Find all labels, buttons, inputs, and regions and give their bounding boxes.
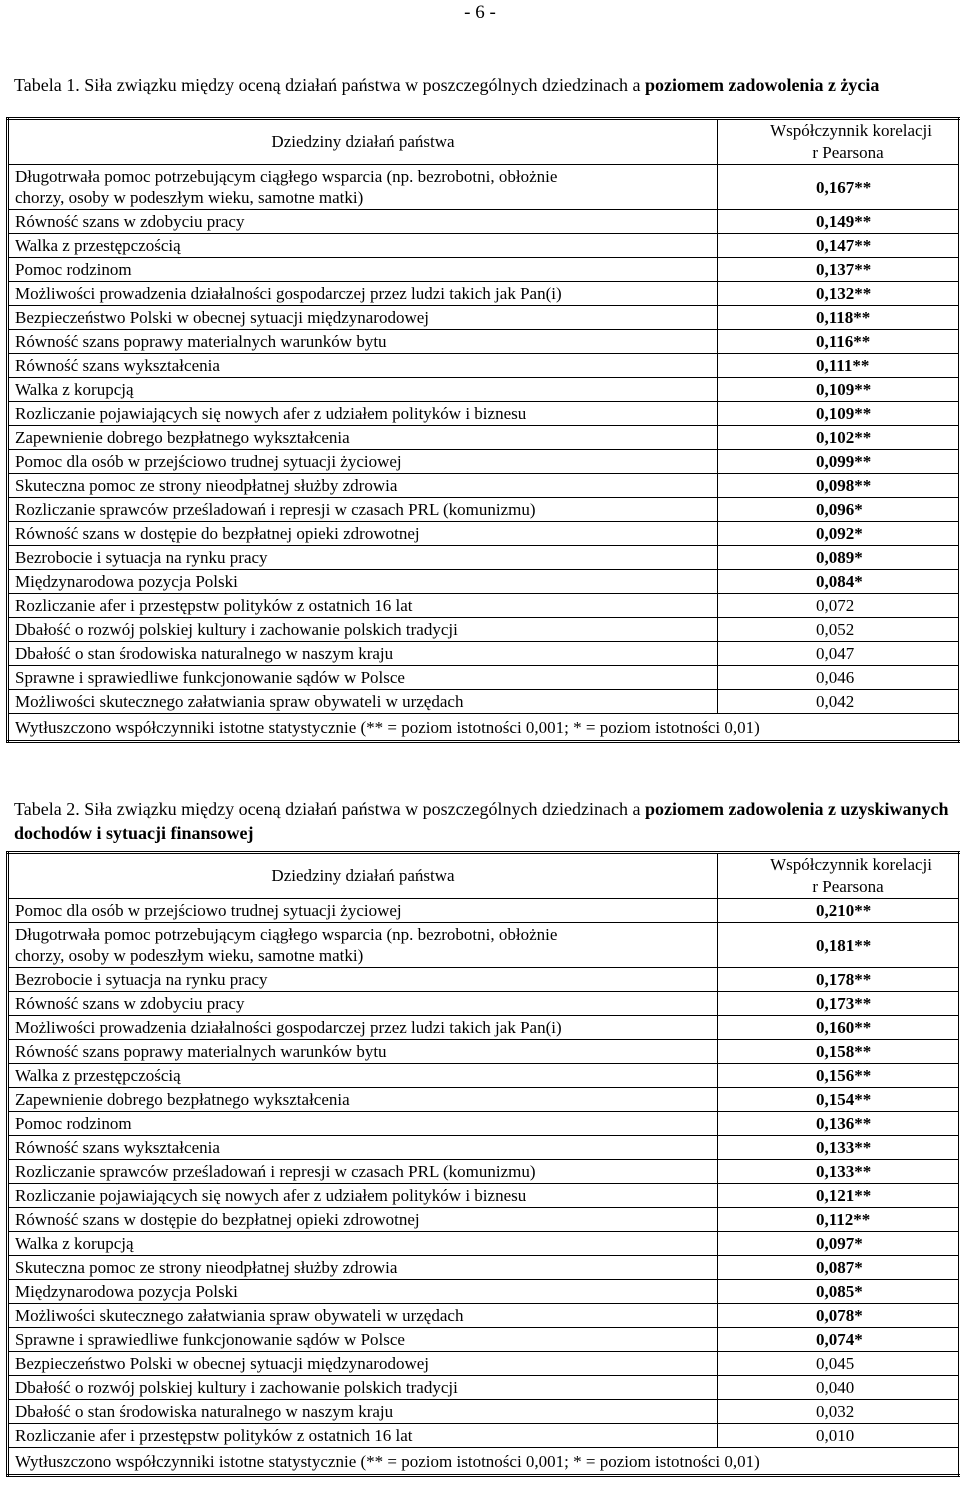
domain-cell: Bezrobocie i sytuacja na rynku pracy xyxy=(8,968,718,992)
table-row xyxy=(8,474,960,498)
table1 xyxy=(6,117,960,743)
coefficient-cell: 0,210** xyxy=(718,899,960,923)
domain-cell: Walka z korupcją xyxy=(8,1232,718,1256)
coefficient-cell: 0,112** xyxy=(718,1208,960,1232)
coefficient-cell: 0,085* xyxy=(718,1280,960,1304)
coefficient-cell: 0,078* xyxy=(718,1304,960,1328)
domain-label-line1: Długotrwała pomoc potrzebującym ciągłego wsparcia (np. bezrobotni, obłożnie xyxy=(15,925,558,944)
domain-cell: Międzynarodowa pozycja Polski xyxy=(8,570,718,594)
domain-cell: Bezpieczeństwo Polski w obecnej sytuacji międzynarodowej xyxy=(8,306,718,330)
header-row xyxy=(8,853,960,899)
header-coefficient-line1: Współczynnik korelacji xyxy=(770,121,932,140)
domain-cell: Międzynarodowa pozycja Polski xyxy=(8,1280,718,1304)
coefficient-cell: 0,098** xyxy=(718,474,960,498)
table-row xyxy=(8,330,960,354)
header-coefficient xyxy=(718,853,960,899)
coefficient-cell: 0,160** xyxy=(718,1016,960,1040)
coefficient-cell: 0,099** xyxy=(718,450,960,474)
domain-cell: Dbałość o stan środowiska naturalnego w naszym kraju xyxy=(8,1400,718,1424)
coefficient-cell: 0,045 xyxy=(718,1352,960,1376)
domain-cell: Rozliczanie sprawców prześladowań i represji w czasach PRL (komunizmu) xyxy=(8,1160,718,1184)
domain-label-line2: chorzy, osoby w podeszłym wieku, samotne matki) xyxy=(15,188,364,207)
coefficient-cell: 0,072 xyxy=(718,594,960,618)
domain-cell: Równość szans wykształcenia xyxy=(8,354,718,378)
domain-cell: Równość szans w zdobyciu pracy xyxy=(8,992,718,1016)
coefficient-cell: 0,167** xyxy=(718,165,960,210)
coefficient-cell: 0,084* xyxy=(718,570,960,594)
table-row xyxy=(8,899,960,923)
coefficient-cell: 0,147** xyxy=(718,234,960,258)
table2-caption-emphasis: poziomem zadowolenia z uzyskiwanych dochodów i sytuacji finansowej xyxy=(14,799,949,843)
note-row xyxy=(8,1448,960,1476)
table-row xyxy=(8,666,960,690)
domain-cell: Bezpieczeństwo Polski w obecnej sytuacji międzynarodowej xyxy=(8,1352,718,1376)
coefficient-cell: 0,118** xyxy=(718,306,960,330)
domain-cell: Walka z przestępczością xyxy=(8,234,718,258)
table-row xyxy=(8,690,960,714)
coefficient-cell: 0,181** xyxy=(718,923,960,968)
domain-label-line1: Długotrwała pomoc potrzebującym ciągłego wsparcia (np. bezrobotni, obłożnie xyxy=(15,167,558,186)
table2-caption xyxy=(14,797,949,845)
coefficient-cell: 0,010 xyxy=(718,1424,960,1448)
table2-caption-text: Tabela 2. Siła związku między oceną działań państwa w poszczególnych dziedzinach a xyxy=(14,799,645,819)
header-coefficient-line1: Współczynnik korelacji xyxy=(770,855,932,874)
significance-note: Wytłuszczono współczynniki istotne statystycznie (** = poziom istotności 0,001; * = poziom istotności 0,01) xyxy=(8,714,960,742)
table1-caption xyxy=(14,73,949,97)
coefficient-cell: 0,116** xyxy=(718,330,960,354)
header-coefficient-line2: r Pearsona xyxy=(812,877,884,896)
domain-cell xyxy=(8,165,718,210)
domain-cell: Walka z korupcją xyxy=(8,378,718,402)
coefficient-cell: 0,149** xyxy=(718,210,960,234)
domain-cell: Możliwości prowadzenia działalności gospodarczej przez ludzi takich jak Pan(i) xyxy=(8,1016,718,1040)
coefficient-cell: 0,173** xyxy=(718,992,960,1016)
note-row xyxy=(8,714,960,742)
coefficient-cell: 0,156** xyxy=(718,1064,960,1088)
table-row xyxy=(8,1424,960,1448)
coefficient-cell: 0,109** xyxy=(718,402,960,426)
domain-cell: Możliwości skutecznego załatwiania spraw obywateli w urzędach xyxy=(8,690,718,714)
coefficient-cell: 0,136** xyxy=(718,1112,960,1136)
table-row xyxy=(8,992,960,1016)
coefficient-cell: 0,096* xyxy=(718,498,960,522)
table-row xyxy=(8,546,960,570)
table-row xyxy=(8,258,960,282)
domain-cell: Bezrobocie i sytuacja na rynku pracy xyxy=(8,546,718,570)
coefficient-cell: 0,133** xyxy=(718,1136,960,1160)
coefficient-cell: 0,089* xyxy=(718,546,960,570)
table-row xyxy=(8,1256,960,1280)
domain-cell: Sprawne i sprawiedliwe funkcjonowanie sądów w Polsce xyxy=(8,666,718,690)
table-row xyxy=(8,1280,960,1304)
coefficient-cell: 0,042 xyxy=(718,690,960,714)
table1-caption-text: Tabela 1. Siła związku między oceną działań państwa w poszczególnych dziedzinach a xyxy=(14,75,645,95)
domain-cell: Pomoc rodzinom xyxy=(8,258,718,282)
table-row xyxy=(8,594,960,618)
domain-cell: Pomoc rodzinom xyxy=(8,1112,718,1136)
domain-cell: Skuteczna pomoc ze strony nieodpłatnej służby zdrowia xyxy=(8,1256,718,1280)
coefficient-cell: 0,121** xyxy=(718,1184,960,1208)
table2-body xyxy=(8,853,960,1476)
domain-cell: Rozliczanie pojawiających się nowych afer z udziałem polityków i biznesu xyxy=(8,1184,718,1208)
domain-cell: Dbałość o rozwój polskiej kultury i zachowanie polskich tradycji xyxy=(8,1376,718,1400)
table-row xyxy=(8,234,960,258)
coefficient-cell: 0,132** xyxy=(718,282,960,306)
table-row xyxy=(8,165,960,210)
table-row xyxy=(8,426,960,450)
coefficient-cell: 0,102** xyxy=(718,426,960,450)
table-row xyxy=(8,282,960,306)
coefficient-cell: 0,052 xyxy=(718,618,960,642)
table-row xyxy=(8,618,960,642)
table-row xyxy=(8,1232,960,1256)
table1-caption-emphasis: poziomem zadowolenia z życia xyxy=(644,75,880,95)
coefficient-cell: 0,158** xyxy=(718,1040,960,1064)
domain-cell: Możliwości skutecznego załatwiania spraw obywateli w urzędach xyxy=(8,1304,718,1328)
coefficient-cell: 0,046 xyxy=(718,666,960,690)
coefficient-cell: 0,178** xyxy=(718,968,960,992)
domain-cell: Równość szans poprawy materialnych warunków bytu xyxy=(8,1040,718,1064)
table-row xyxy=(8,306,960,330)
header-row xyxy=(8,119,960,165)
table-row xyxy=(8,354,960,378)
significance-note: Wytłuszczono współczynniki istotne statystycznie (** = poziom istotności 0,001; * = poziom istotności 0,01) xyxy=(8,1448,960,1476)
table-row xyxy=(8,1352,960,1376)
header-domains: Dziedziny działań państwa xyxy=(8,119,718,165)
domain-cell: Rozliczanie afer i przestępstw polityków z ostatnich 16 lat xyxy=(8,594,718,618)
table-row xyxy=(8,570,960,594)
table-row xyxy=(8,1112,960,1136)
domain-cell: Pomoc dla osób w przejściowo trudnej sytuacji życiowej xyxy=(8,450,718,474)
domain-cell: Możliwości prowadzenia działalności gospodarczej przez ludzi takich jak Pan(i) xyxy=(8,282,718,306)
coefficient-cell: 0,087* xyxy=(718,1256,960,1280)
domain-cell: Zapewnienie dobrego bezpłatnego wykształcenia xyxy=(8,426,718,450)
domain-cell: Rozliczanie pojawiających się nowych afer z udziałem polityków i biznesu xyxy=(8,402,718,426)
table-row xyxy=(8,1304,960,1328)
table-row xyxy=(8,1016,960,1040)
header-coefficient-line2: r Pearsona xyxy=(812,143,884,162)
table1-body xyxy=(8,119,960,742)
coefficient-cell: 0,097* xyxy=(718,1232,960,1256)
domain-cell: Walka z przestępczością xyxy=(8,1064,718,1088)
domain-cell: Równość szans w zdobyciu pracy xyxy=(8,210,718,234)
domain-cell: Dbałość o rozwój polskiej kultury i zachowanie polskich tradycji xyxy=(8,618,718,642)
table-row xyxy=(8,402,960,426)
coefficient-cell: 0,133** xyxy=(718,1160,960,1184)
table-row xyxy=(8,450,960,474)
domain-cell: Skuteczna pomoc ze strony nieodpłatnej służby zdrowia xyxy=(8,474,718,498)
table-row xyxy=(8,1208,960,1232)
coefficient-cell: 0,074* xyxy=(718,1328,960,1352)
coefficient-cell: 0,111** xyxy=(718,354,960,378)
table-row xyxy=(8,210,960,234)
coefficient-cell: 0,109** xyxy=(718,378,960,402)
domain-cell: Równość szans poprawy materialnych warunków bytu xyxy=(8,330,718,354)
domain-cell: Pomoc dla osób w przejściowo trudnej sytuacji życiowej xyxy=(8,899,718,923)
domain-cell: Równość szans w dostępie do bezpłatnej opieki zdrowotnej xyxy=(8,1208,718,1232)
table-row xyxy=(8,1184,960,1208)
table-row xyxy=(8,923,960,968)
domain-label-line2: chorzy, osoby w podeszłym wieku, samotne matki) xyxy=(15,946,364,965)
coefficient-cell: 0,032 xyxy=(718,1400,960,1424)
domain-cell: Zapewnienie dobrego bezpłatnego wykształcenia xyxy=(8,1088,718,1112)
coefficient-cell: 0,154** xyxy=(718,1088,960,1112)
coefficient-cell: 0,047 xyxy=(718,642,960,666)
domain-cell: Rozliczanie sprawców prześladowań i represji w czasach PRL (komunizmu) xyxy=(8,498,718,522)
domain-cell: Równość szans w dostępie do bezpłatnej opieki zdrowotnej xyxy=(8,522,718,546)
table-row xyxy=(8,378,960,402)
coefficient-cell: 0,092* xyxy=(718,522,960,546)
page-number: - 6 - xyxy=(464,2,496,23)
table-row xyxy=(8,1376,960,1400)
table-row xyxy=(8,968,960,992)
header-coefficient xyxy=(718,119,960,165)
coefficient-cell: 0,040 xyxy=(718,1376,960,1400)
domain-cell: Dbałość o stan środowiska naturalnego w naszym kraju xyxy=(8,642,718,666)
table-row xyxy=(8,642,960,666)
domain-cell xyxy=(8,923,718,968)
table-row xyxy=(8,1328,960,1352)
table-row xyxy=(8,498,960,522)
domain-cell: Równość szans wykształcenia xyxy=(8,1136,718,1160)
table-row xyxy=(8,1040,960,1064)
table-row xyxy=(8,1064,960,1088)
table-row xyxy=(8,1136,960,1160)
table-row xyxy=(8,522,960,546)
domain-cell: Sprawne i sprawiedliwe funkcjonowanie sądów w Polsce xyxy=(8,1328,718,1352)
table-row xyxy=(8,1160,960,1184)
table2 xyxy=(6,851,960,1477)
header-domains: Dziedziny działań państwa xyxy=(8,853,718,899)
table-row xyxy=(8,1400,960,1424)
table-row xyxy=(8,1088,960,1112)
domain-cell: Rozliczanie afer i przestępstw polityków z ostatnich 16 lat xyxy=(8,1424,718,1448)
coefficient-cell: 0,137** xyxy=(718,258,960,282)
